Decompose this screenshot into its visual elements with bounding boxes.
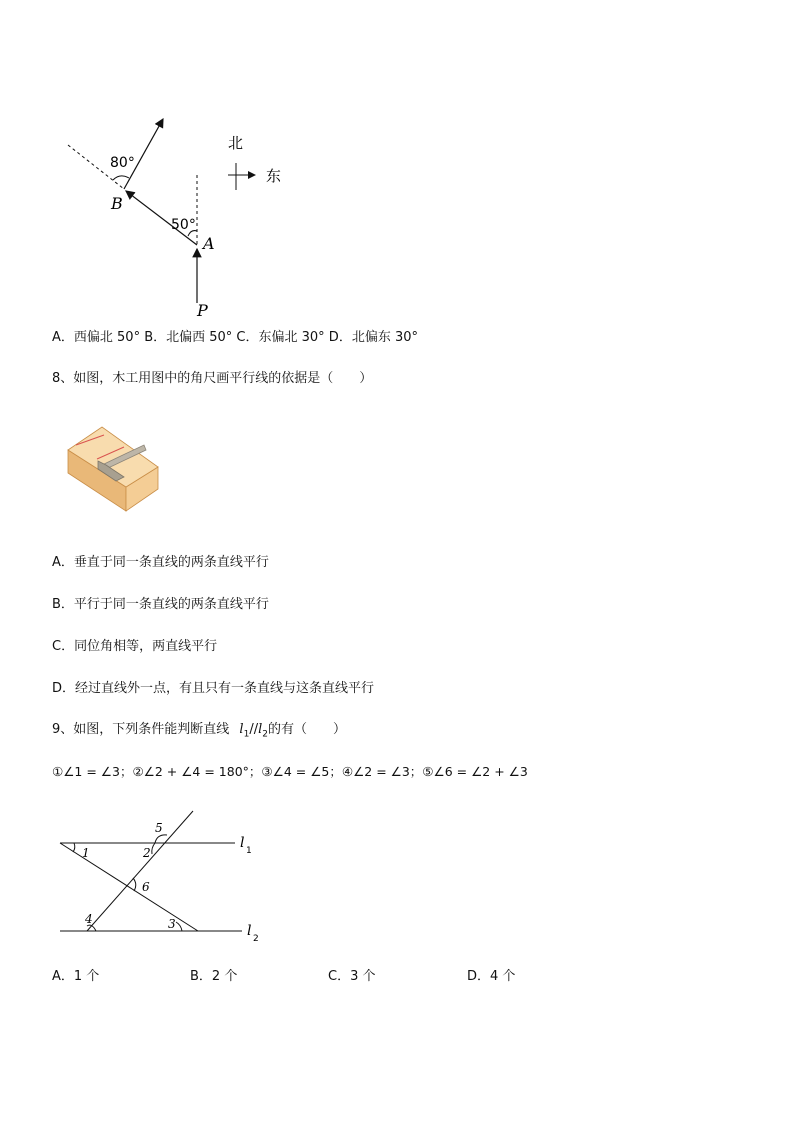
q8-wood-block-figure xyxy=(64,415,164,515)
fig-label-3: 3 xyxy=(168,917,176,931)
q9-option-c: C．3 个 xyxy=(328,969,376,984)
fig-label-5: 5 xyxy=(155,821,163,835)
q7-options: A．西偏北 50° B．北偏西 50° C．东偏北 30° D．北偏东 30° xyxy=(52,330,418,345)
fig-label-l1: l xyxy=(240,835,245,851)
fig-label-l2: l xyxy=(247,923,252,939)
q9-parallel-lines-figure xyxy=(52,805,272,945)
q9-stem-prefix: 9、如图，下列条件能判断直线 xyxy=(52,722,230,737)
compass-north-label: 北 xyxy=(228,134,244,152)
point-a-label: A xyxy=(203,234,215,253)
q9-stem-parallel: // xyxy=(249,722,259,737)
point-b-label: B xyxy=(111,194,123,213)
q9-stem-sub1: 1 xyxy=(243,729,250,740)
q9-option-a: A．1 个 xyxy=(52,969,100,984)
q7-direction-figure xyxy=(50,105,310,325)
angle-arc-2 xyxy=(152,843,155,854)
fig-label-l2-sub: 2 xyxy=(253,934,259,944)
compass-east-label: 东 xyxy=(266,167,282,185)
q9-stem-l1: l xyxy=(239,722,244,737)
q8-stem: 8、如图，木工用图中的角尺画平行线的依据是（ ） xyxy=(52,371,373,386)
angle-arc-b xyxy=(113,176,129,180)
angle-50-label: 50° xyxy=(171,217,196,233)
angle-arc-1 xyxy=(73,843,75,852)
transversal-2 xyxy=(87,811,193,931)
q8-option-c: C．同位角相等，两直线平行 xyxy=(52,639,218,654)
q9-stem xyxy=(52,721,346,744)
angle-arc-6 xyxy=(133,878,136,891)
fig-label-6: 6 xyxy=(142,880,150,894)
q8-option-d: D．经过直线外一点，有且只有一条直线与这条直线平行 xyxy=(52,681,375,696)
point-p-label: P xyxy=(197,301,208,320)
q8-option-a: A．垂直于同一条直线的两条直线平行 xyxy=(52,555,269,570)
q9-stem-sub2: 2 xyxy=(262,729,268,740)
q9-stem-suffix: 的有（ ） xyxy=(268,722,347,737)
b-ray-arrow xyxy=(124,119,163,189)
fig-label-l1-sub: 1 xyxy=(246,846,252,856)
angle-arc-3 xyxy=(176,922,182,931)
q9-stem-l2: l xyxy=(258,722,263,737)
q9-conditions: ①∠1 = ∠3；②∠2 + ∠4 = 180°；③∠4 = ∠5；④∠2 = ∠3；⑤∠6 = ∠2 + ∠3 xyxy=(52,764,528,779)
angle-80-label: 80° xyxy=(110,155,135,171)
q9-option-b: B．2 个 xyxy=(190,969,238,984)
transversal-1 xyxy=(60,843,198,931)
q9-option-d: D．4 个 xyxy=(467,969,516,984)
fig-label-2: 2 xyxy=(143,846,151,860)
q8-option-b: B．平行于同一条直线的两条直线平行 xyxy=(52,597,269,612)
fig-label-4: 4 xyxy=(85,912,93,926)
fig-label-1: 1 xyxy=(82,846,90,860)
